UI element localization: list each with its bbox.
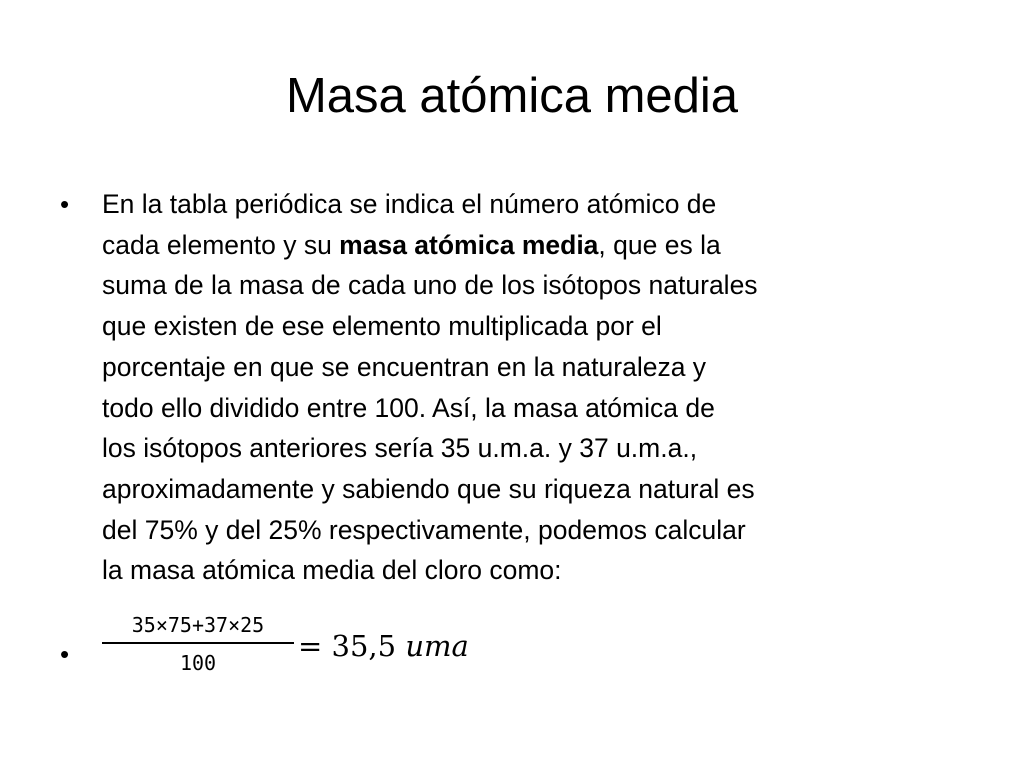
text-segment: aproximadamente y sabiendo que su riqueza natural es xyxy=(102,473,755,504)
text-line xyxy=(102,510,972,551)
result-value: = 35,5 xyxy=(298,629,397,663)
text-segment: En la tabla periódica se indica el número atómico de xyxy=(102,189,717,219)
text-segment: todo ello dividido entre 100. Así, la masa atómica de xyxy=(102,392,715,423)
text-segment: porcentaje en que se encuentran en la naturaleza y xyxy=(102,351,707,382)
bullet-text xyxy=(102,184,972,591)
text-line xyxy=(102,550,972,591)
text-segment: los isótopos anteriores sería 35 u.m.a. y 37 u.m.a., xyxy=(102,433,698,464)
text-segment: cada elemento y su xyxy=(102,229,340,260)
text-segment: la masa atómica media del cloro como: xyxy=(102,555,562,586)
text-segment: del 75% y del 25% respectivamente, podemos calcular xyxy=(102,514,746,545)
result-unit: uma xyxy=(405,629,469,663)
bold-term: masa atómica media xyxy=(339,229,599,260)
text-line xyxy=(102,225,972,266)
text-segment: suma de la masa de cada uno de los isótopos naturales xyxy=(102,270,758,301)
equation-result xyxy=(298,626,469,666)
text-line xyxy=(102,469,972,510)
text-line xyxy=(102,265,972,306)
fraction-bar xyxy=(102,642,294,644)
text-line xyxy=(102,184,972,225)
bullet-marker: • xyxy=(60,189,70,219)
bullet-marker: • xyxy=(60,639,70,669)
fraction-numerator: 35×75+37×25 xyxy=(131,613,265,637)
text-line xyxy=(102,306,972,347)
text-line xyxy=(102,388,972,429)
text-line xyxy=(102,428,972,469)
fraction xyxy=(102,612,294,676)
fraction-denominator: 100 xyxy=(179,651,217,675)
slide-title: Masa atómica media xyxy=(285,69,739,123)
text-line xyxy=(102,347,972,388)
text-segment: que existen de ese elemento multiplicada por el xyxy=(102,311,662,342)
text-segment: , que es la xyxy=(598,229,721,260)
